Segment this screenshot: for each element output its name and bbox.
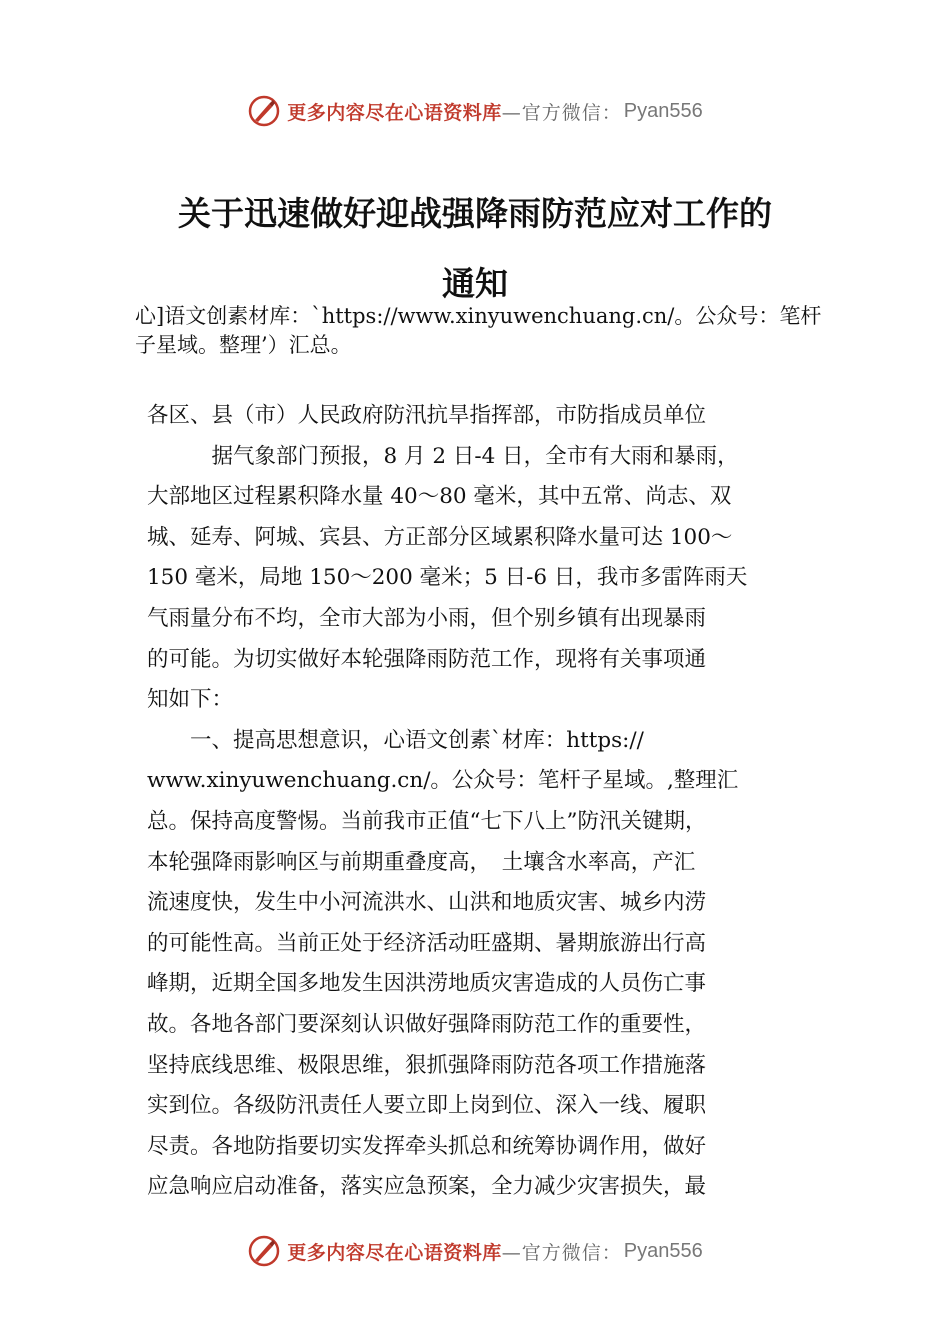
body-line: www.xinyuwenchuang.cn/。公众号：笔杆子星域。,整理汇 xyxy=(147,768,739,794)
document-title-line-1: 关于迅速做好迎战强降雨防范应对工作的 xyxy=(178,194,772,233)
banner-text-wechat-label: —官方微信： xyxy=(501,1241,622,1264)
body-line: 实到位。各级防汛责任人要立即上岗到位、深入一线、履职 xyxy=(147,1093,707,1119)
body-line: 峰期，近期全国多地发生因洪涝地质灾害造成的人员伤亡事 xyxy=(147,971,707,997)
banner-text-main: 更多内容尽在心语资料库 xyxy=(287,1241,502,1264)
body-line: 大部地区过程累积降水量 40～80 毫米，其中五常、尚志、双 xyxy=(147,484,732,510)
source-note: 心]语文创素材库：`https://www.xinyuwenchuang.cn/。公众号：笔杆子星域。整理’）汇总。 xyxy=(135,304,822,357)
body-line: 尽责。各地防指要切实发挥牵头抓总和统筹协调作用，做好 xyxy=(147,1133,707,1159)
banner-text-wechat-id: Pyan556 xyxy=(623,1239,703,1262)
banner-text-wechat-id: Pyan556 xyxy=(623,99,703,122)
banner-text-wechat-label: —官方微信： xyxy=(501,101,622,124)
footer-banner xyxy=(0,1234,950,1268)
body-line: 坚持底线思维、极限思维，狠抓强降雨防范各项工作措施落 xyxy=(147,1052,707,1078)
body-line: 故。各地各部门要深刻认识做好强降雨防范工作的重要性， xyxy=(147,1011,707,1037)
body-line: 的可能。为切实做好本轮强降雨防范工作，现将有关事项通 xyxy=(147,646,707,672)
body-line: 150 毫米，局地 150～200 毫米；5 日-6 日，我市多雷阵雨天 xyxy=(147,565,748,591)
document-body xyxy=(147,396,827,1208)
body-line: 流速度快，发生中小河流洪水、山洪和地质灾害、城乡内涝 xyxy=(147,890,707,916)
body-line: 知如下： xyxy=(147,687,234,713)
body-line: 本轮强降雨影响区与前期重叠度高， 土壤含水率高，产汇 xyxy=(147,849,696,875)
body-line: 据气象部门预报，8 月 2 日-4 日，全市有大雨和暴雨， xyxy=(147,443,739,469)
body-line: 一、提高思想意识，心语文创素`材库：https:// xyxy=(147,727,644,753)
header-banner xyxy=(0,94,950,128)
body-line: 应急响应启动准备，落实应急预案，全力减少灾害损失，最 xyxy=(147,1174,707,1200)
banner-text-main: 更多内容尽在心语资料库 xyxy=(287,101,502,124)
body-line: 各区、县（市）人民政府防汛抗旱指挥部，市防指成员单位 xyxy=(147,403,707,428)
document-title-line-2: 通知 xyxy=(442,264,508,303)
body-line: 城、延寿、阿城、宾县、方正部分区域累积降水量可达 100～ xyxy=(147,524,733,550)
pen-logo-icon xyxy=(247,1234,281,1268)
body-line: 气雨量分布不均，全市大部为小雨，但个别乡镇有出现暴雨 xyxy=(147,605,707,631)
body-line: 的可能性高。当前正处于经济活动旺盛期、暑期旅游出行高 xyxy=(147,930,707,956)
body-line: 总。保持高度警惕。当前我市正值“七下八上”防汛关键期， xyxy=(147,808,707,834)
pen-logo-icon xyxy=(247,94,281,128)
